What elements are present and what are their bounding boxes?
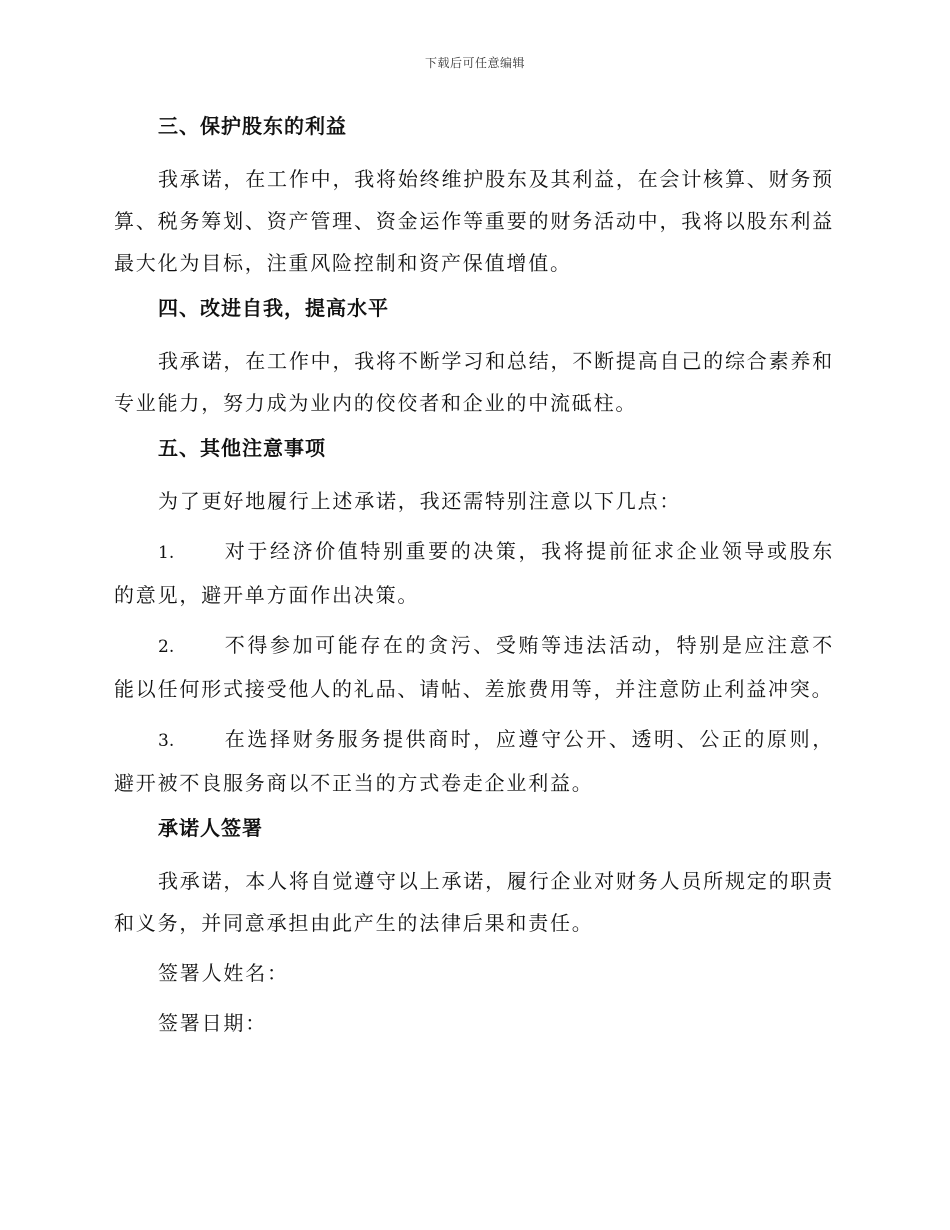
list-item: [114, 530, 834, 616]
list-item-text: 在选择财务服务提供商时，应遵守公开、透明、公正的原则，避开被不良服务商以不正当的方式卷走企业利益。: [114, 727, 834, 795]
section-heading-4: 四、改进自我，提高水平: [158, 296, 389, 320]
list-item: [114, 624, 834, 710]
page-header: 下载后可任意编辑: [424, 56, 525, 70]
signature-paragraph: 我承诺，本人将自觉遵守以上承诺，履行企业对财务人员所规定的职责和义务，并同意承担由此产生的法律后果和责任。: [114, 869, 834, 935]
list-item-text: 不得参加可能存在的贪污、受贿等违法活动，特别是应注意不能以任何形式接受他人的礼品、请帖、差旅费用等，并注意防止利益冲突。: [114, 633, 834, 701]
sign-date-label: 签署日期：: [158, 1011, 267, 1035]
section-paragraph-4: 我承诺，在工作中，我将不断学习和总结，不断提高自己的综合素养和专业能力，努力成为业内的佼佼者和企业的中流砥柱。: [114, 349, 834, 415]
section-paragraph-5: 为了更好地履行上述承诺，我还需特别注意以下几点：: [158, 489, 682, 513]
section-paragraph-3: 我承诺，在工作中，我将始终维护股东及其利益，在会计核算、财务预算、税务筹划、资产管理、资金运作等重要的财务活动中，我将以股东利益最大化为目标，注重风险控制和资产保值增值。: [114, 167, 834, 275]
list-item: [114, 718, 834, 804]
list-item-number: 2.: [158, 637, 175, 657]
signer-name-label: 签署人姓名：: [158, 961, 289, 985]
section-heading-3: 三、保护股东的利益: [158, 114, 347, 138]
list-item-number: 3.: [158, 731, 175, 751]
list-item-text: 对于经济价值特别重要的决策，我将提前征求企业领导或股东的意见，避开单方面作出决策。: [114, 539, 834, 607]
section-heading-5: 五、其他注意事项: [158, 436, 326, 460]
document-body: [114, 110, 834, 1052]
signature-heading: 承诺人签署: [158, 816, 263, 840]
list-item-number: 1.: [158, 543, 175, 563]
